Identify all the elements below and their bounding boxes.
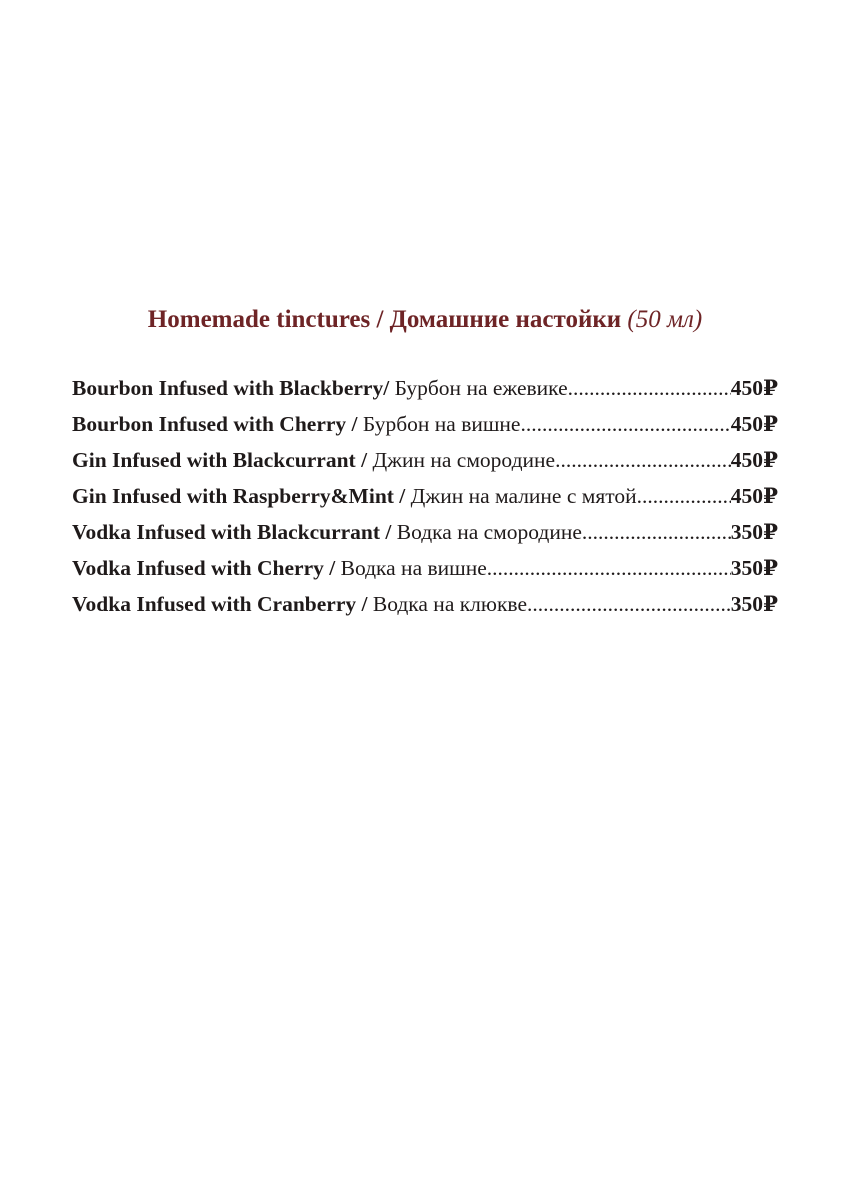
dot-leader bbox=[520, 408, 730, 440]
item-name-en: Gin Infused with Raspberry&Mint / bbox=[72, 484, 406, 508]
dot-leader bbox=[555, 444, 731, 476]
menu-item-gin-blackcurrant bbox=[72, 444, 778, 480]
dot-leader bbox=[582, 516, 731, 548]
item-name-en: Bourbon Infused with Cherry / bbox=[72, 412, 358, 436]
tincture-menu-list bbox=[72, 372, 778, 624]
menu-item-vodka-cranberry bbox=[72, 588, 778, 624]
item-name-ru: Бурбон на вишне bbox=[362, 412, 521, 436]
item-price: 450₽ bbox=[730, 448, 778, 472]
section-heading bbox=[0, 304, 850, 336]
item-name-ru: Водка на клюкве bbox=[372, 592, 527, 616]
item-price: 450₽ bbox=[730, 376, 778, 400]
item-name-en: Gin Infused with Blackcurrant / bbox=[72, 448, 368, 472]
menu-item-gin-raspberry-mint bbox=[72, 480, 778, 516]
item-name-en: Bourbon Infused with Blackberry/ bbox=[72, 376, 390, 400]
serving-volume: (50 мл) bbox=[627, 306, 703, 333]
item-price: 350₽ bbox=[730, 556, 778, 580]
menu-item-bourbon-blackberry bbox=[72, 372, 778, 408]
section-title: Homemade tinctures / Домашние настойки bbox=[147, 306, 622, 333]
dot-leader bbox=[487, 552, 731, 584]
item-price: 350₽ bbox=[730, 592, 778, 616]
item-name-en: Vodka Infused with Blackcurrant / bbox=[72, 520, 392, 544]
item-price: 350₽ bbox=[730, 520, 778, 544]
dot-leader bbox=[568, 372, 731, 404]
menu-item-vodka-cherry bbox=[72, 552, 778, 588]
item-price: 450₽ bbox=[730, 484, 778, 508]
item-name-en: Vodka Infused with Cranberry / bbox=[72, 592, 368, 616]
item-price: 450₽ bbox=[730, 412, 778, 436]
item-name-ru: Водка на вишне bbox=[340, 556, 487, 580]
item-name-en: Vodka Infused with Cherry / bbox=[72, 556, 336, 580]
menu-item-bourbon-cherry bbox=[72, 408, 778, 444]
item-name-ru: Бурбон на ежевике bbox=[394, 376, 568, 400]
item-name-ru: Джин на смородине bbox=[372, 448, 556, 472]
item-name-ru: Водка на смородине bbox=[396, 520, 582, 544]
menu-item-vodka-blackcurrant bbox=[72, 516, 778, 552]
dot-leader bbox=[527, 588, 731, 620]
dot-leader bbox=[637, 480, 731, 512]
item-name-ru: Джин на малине с мятой bbox=[410, 484, 637, 508]
